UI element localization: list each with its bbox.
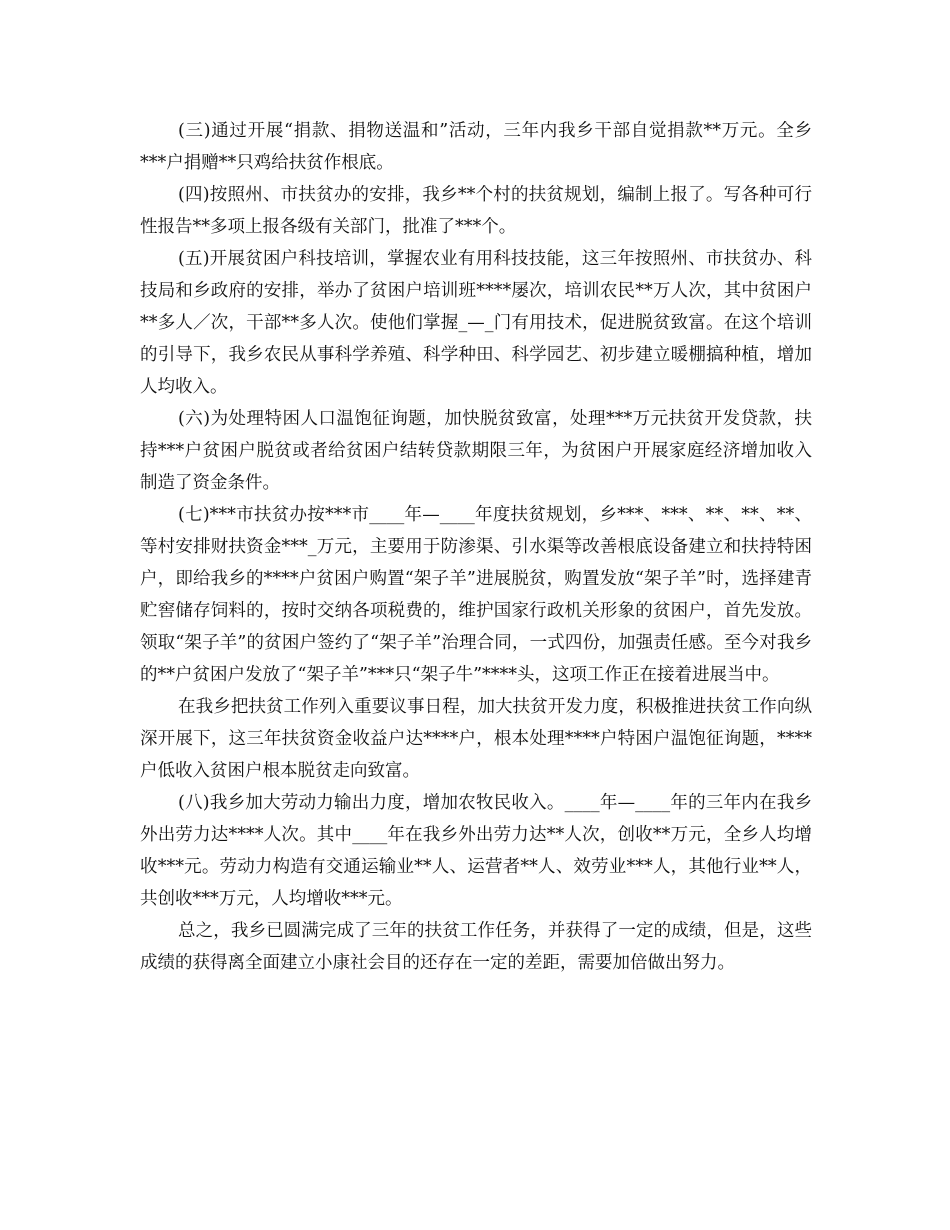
paragraph-3-donations: (三)通过开展“捐款、捐物送温和”活动，三年内我乡干部自觉捐款**万元。全乡***户捐赠**只鸡给扶贫作根底。	[140, 121, 812, 173]
paragraph-conclusion: 总之，我乡已圆满完成了三年的扶贫工作任务，并获得了一定的成绩，但是，这些成绩的获得离全面建立小康社会目的还存在一定的差距，需要加倍做出努力。	[140, 921, 812, 973]
paragraph-5-training: (五)开展贫困户科技培训，掌握农业有用科技技能，这三年按照州、市扶贫办、科技局和乡政府的安排，举办了贫困户培训班****屡次，培训农民**万人次，其中贫困户**多人／次，干部**多人次。使他们掌握_—_门有用技术，促进脱贫致富。在这个培训的引导下，我乡农民从事科学养殖、科学种田、科学园艺、初步建立暖棚搞种植，增加人均收入。	[140, 249, 812, 397]
paragraph-8-labor: (八)我乡加大劳动力输出力度，增加农牧民收入。____年—____年的三年内在我乡外出劳力达****人次。其中____年在我乡外出劳力达**人次，创收**万元，全乡人均增收***元。劳动力构造有交通运输业**人、运营者**人、效劳业***人，其他行业**人，共创收***万元，人均增收***元。	[140, 793, 812, 909]
paragraph-7-livestock: (七)***市扶贫办按***市____年—____年度扶贫规划，乡***、***、**、**、**、等村安排财扶资金***_万元，主要用于防渗渠、引水渠等改善根底设备建立和扶持特困户，即给我乡的****户贫困户购置“架子羊”进展脱贫，购置发放“架子羊”时，选择建青贮窖储存饲料的，按时交纳各项税费的，维护国家行政机关形象的贫困户，首先发放。领取“架子羊”的贫困户签约了“架子羊”治理合同，一式四份，加强责任感。至今对我乡的**户贫困户发放了“架子羊”***只“架子牛”****头，这项工作正在接着进展当中。	[140, 505, 812, 685]
document-body	[140, 115, 812, 979]
paragraph-6-loans: (六)为处理特困人口温饱征询题，加快脱贫致富，处理***万元扶贫开发贷款，扶持***户贫困户脱贫或者给贫困户结转贷款期限三年，为贫困户开展家庭经济增加收入制造了资金条件。	[140, 409, 812, 493]
paragraph-summary-results: 在我乡把扶贫工作列入重要议事日程，加大扶贫开发力度，积极推进扶贫工作向纵深开展下，这三年扶贫资金收益户达****户，根本处理****户特困户温饱征询题，****户低收入贫困户根本脱贫走向致富。	[140, 697, 812, 781]
paragraph-4-planning: (四)按照州、市扶贫办的安排，我乡**个村的扶贫规划，编制上报了。写各种可行性报告**多项上报各级有关部门，批准了***个。	[140, 185, 812, 237]
